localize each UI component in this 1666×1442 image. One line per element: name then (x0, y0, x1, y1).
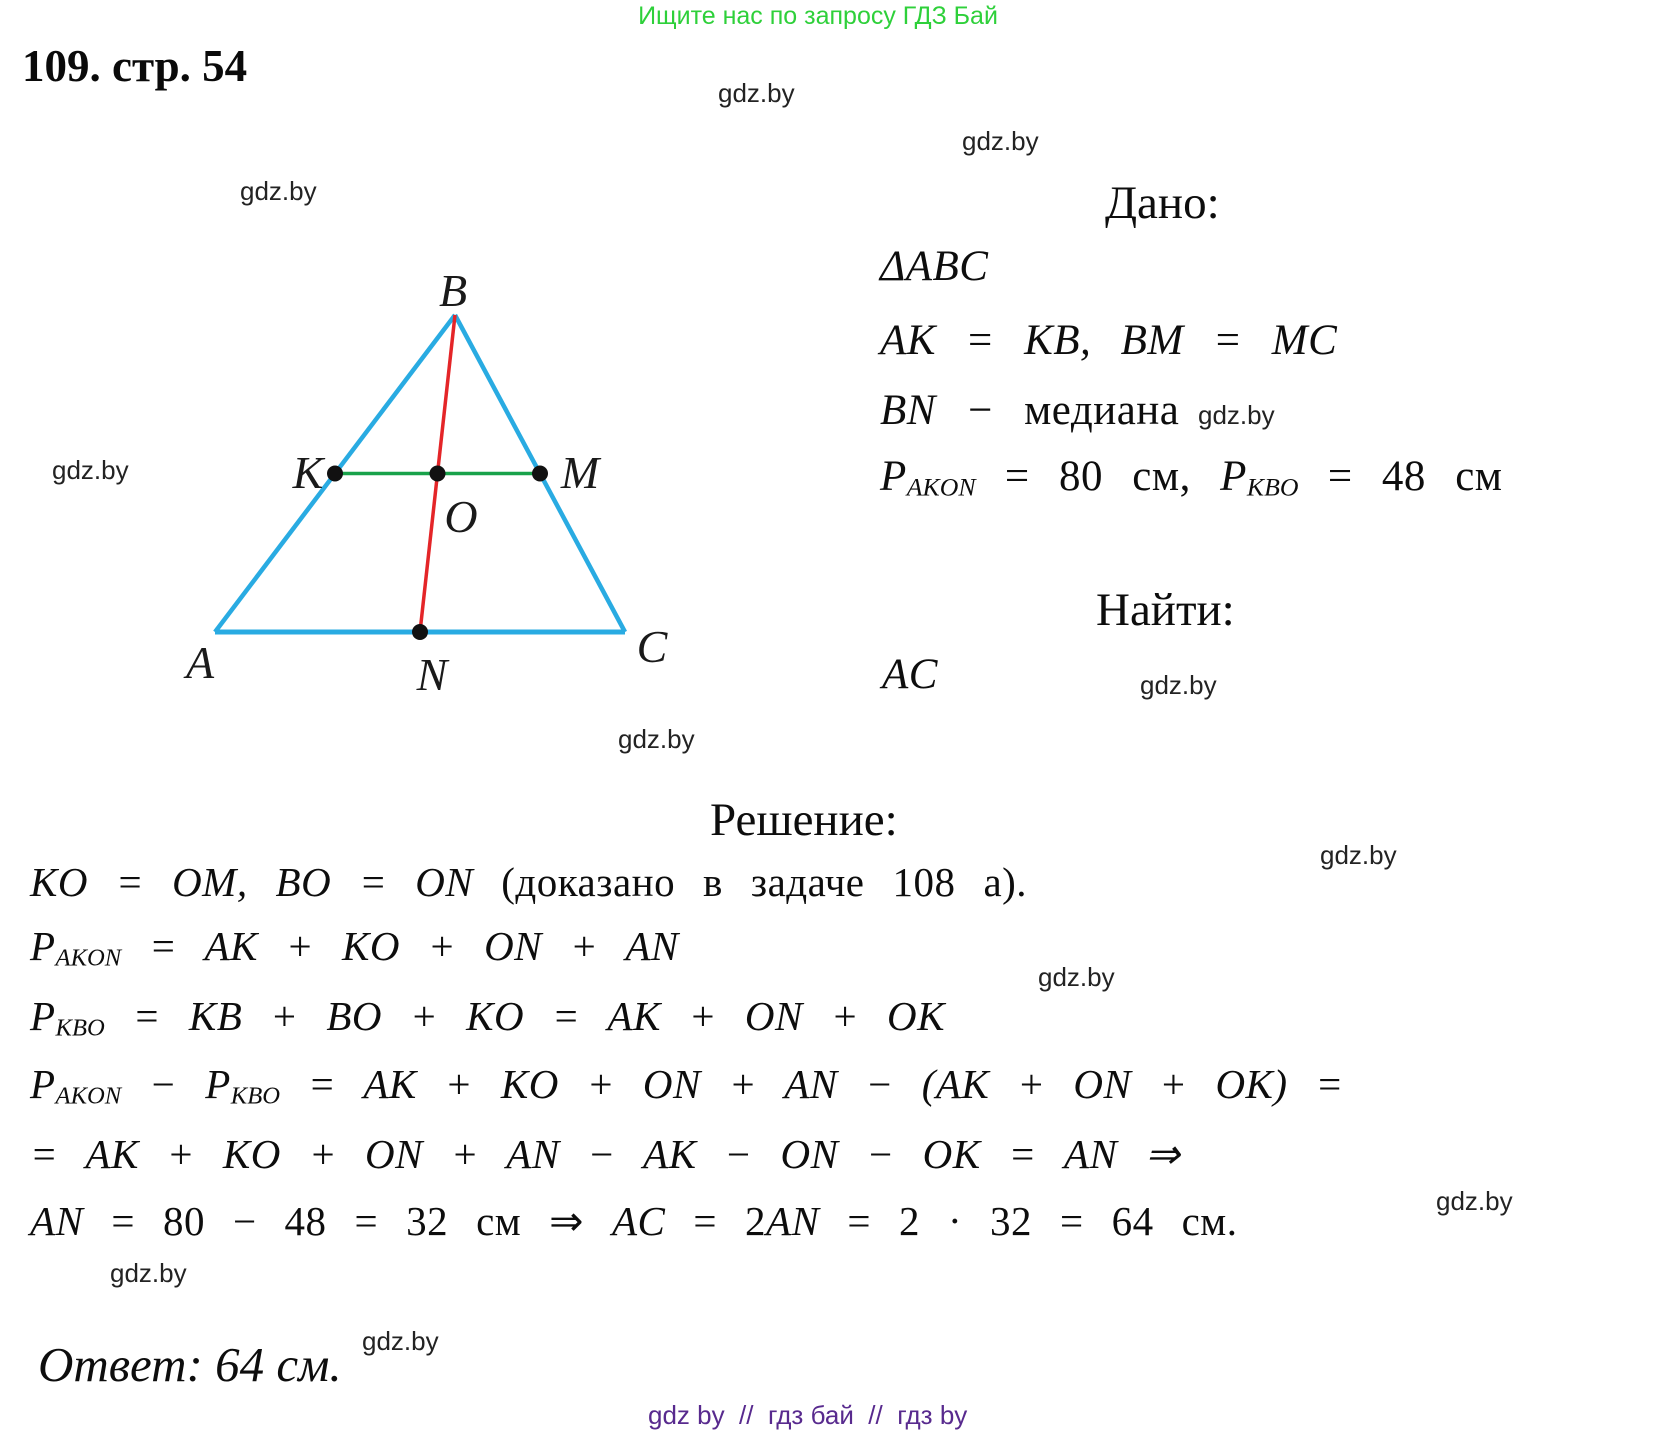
vertex-label-c: C (636, 621, 668, 672)
find-value: AC (882, 651, 938, 698)
point-dot-k (327, 466, 343, 482)
gdzby-watermark: gdz.by (110, 1258, 187, 1288)
point-dot-n (412, 624, 428, 640)
perimeter-subscript: KBO (55, 1014, 105, 1042)
given-line-median (880, 386, 1179, 435)
point-label-n: N (416, 649, 448, 700)
perimeter-symbol: − P (121, 1061, 231, 1107)
solution-line-4-math: = AK + KO + ON + AN − (AK + ON + OK) = (279, 1061, 1344, 1107)
solution-heading: Решение: (710, 794, 898, 846)
promo-banner: Ищите нас по запросу ГДЗ Бай (638, 2, 998, 30)
perimeter-value: = 80 см, (975, 453, 1221, 500)
perimeter-subscript: KBO (1246, 472, 1299, 502)
point-label-m: M (560, 447, 600, 498)
gdzby-watermark: gdz.by (1198, 400, 1275, 430)
solution-line-1-math: KO = OM, BO = ON (30, 859, 502, 905)
gdzby-watermark: gdz.by (362, 1326, 439, 1356)
gdzby-watermark: gdz.by (1038, 962, 1115, 992)
perimeter-symbol: P (880, 453, 907, 500)
point-label-k: K (292, 447, 324, 498)
vertex-label-b: B (438, 265, 468, 316)
perimeter-symbol: P (30, 923, 56, 969)
perimeter-subscript: AKON (55, 944, 122, 972)
solution-line-6-values: = 2 · 32 = 64 см. (819, 1198, 1238, 1244)
perimeter-subscript: KBO (230, 1082, 280, 1110)
point-dot-m (532, 466, 548, 482)
given-heading: Дано: (1105, 177, 1220, 229)
vertex-label-a: A (185, 637, 215, 688)
find-heading: Найти: (1096, 584, 1235, 636)
solution-line-2 (30, 922, 679, 970)
solution-line-5: = AK + KO + ON + AN − AK − ON − OK = AN ⇒ (30, 1131, 1181, 1177)
gdzby-watermark: gdz.by (718, 78, 795, 108)
point-dot-o (430, 466, 446, 482)
solution-line-6-math: AN (30, 1198, 84, 1244)
footer-links[interactable]: gdz by // гдз бай // гдз by (648, 1400, 968, 1430)
given-line-triangle: ΔABC (880, 243, 989, 290)
solution-line-6-math: AC (612, 1198, 666, 1244)
solution-line-6 (30, 1197, 1238, 1245)
page-title: 109. стр. 54 (22, 41, 248, 91)
given-line-equalities: AK = KB, BM = MC (880, 317, 1338, 364)
perimeter-symbol: P (30, 1061, 56, 1107)
solution-line-4 (30, 1060, 1344, 1108)
perimeter-subscript: AKON (55, 1082, 122, 1110)
gdzby-watermark: gdz.by (1140, 670, 1217, 700)
gdzby-watermark: gdz.by (240, 176, 317, 206)
gdzby-watermark: gdz.by (618, 724, 695, 754)
triangle-diagram (150, 240, 710, 710)
solution-line-3-math: = KB + BO + KO = AK + ON + OK (104, 993, 945, 1039)
solution-line-6-values: = 80 − 48 = 32 см ⇒ (83, 1198, 613, 1244)
solution-line-3 (30, 992, 945, 1040)
given-line-perimeters (880, 452, 1503, 501)
median-word: медиана (1024, 387, 1180, 434)
perimeter-subscript: AKON (906, 472, 976, 502)
solution-line-1-note: (доказано в задаче 108 а). (501, 859, 1028, 905)
point-label-o: O (444, 491, 478, 542)
perimeter-value: = 48 см (1298, 453, 1503, 500)
gdzby-watermark: gdz.by (52, 455, 129, 485)
gdzby-watermark: gdz.by (1436, 1186, 1513, 1216)
solution-line-2-math: = AK + KO + ON + AN (121, 923, 679, 969)
solution-line-6-math: AN (766, 1198, 820, 1244)
median-math: BN − (880, 387, 1025, 434)
solution-line-1 (30, 858, 1027, 906)
answer-line: Ответ: 64 см. (38, 1337, 342, 1392)
perimeter-symbol: P (30, 993, 56, 1039)
perimeter-symbol: P (1220, 453, 1247, 500)
gdzby-watermark: gdz.by (1320, 840, 1397, 870)
gdzby-watermark: gdz.by (962, 126, 1039, 156)
solution-line-6-values: = 2 (665, 1198, 766, 1244)
